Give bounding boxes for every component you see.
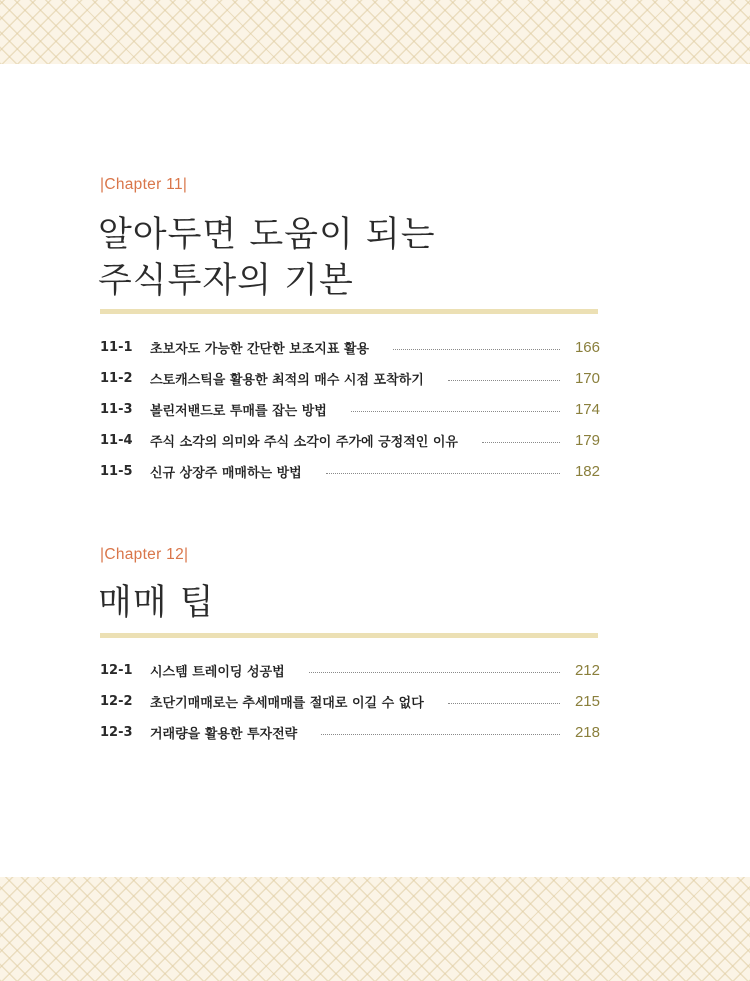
toc-entry-number: 12-3 bbox=[100, 725, 133, 740]
chapter-12-title-line-1: 매매 팁 bbox=[98, 583, 215, 623]
chapter-12-title bbox=[98, 580, 215, 626]
toc-entry-title: 볼린저밴드로 투매를 잡는 방법 bbox=[150, 404, 327, 419]
chapter-11-title-rule bbox=[100, 309, 598, 314]
decorative-pattern-band-bottom bbox=[0, 877, 750, 981]
toc-entry-11-5[interactable] bbox=[100, 456, 600, 487]
toc-entry-title: 스토캐스틱을 활용한 최적의 매수 시점 포착하기 bbox=[150, 373, 424, 388]
dot-leader bbox=[448, 703, 560, 704]
toc-entry-title: 거래량을 활용한 투자전략 bbox=[150, 727, 298, 742]
chapter-12-title-rule bbox=[100, 633, 598, 638]
toc-entry-12-2[interactable] bbox=[100, 686, 600, 717]
dot-leader bbox=[321, 734, 560, 735]
toc-entry-number: 11-2 bbox=[100, 371, 133, 386]
dot-leader bbox=[309, 672, 560, 673]
toc-entry-number: 11-5 bbox=[100, 464, 133, 479]
toc-entry-12-3[interactable] bbox=[100, 717, 600, 748]
toc-entry-page: 179 bbox=[574, 432, 600, 449]
toc-entry-title: 신규 상장주 매매하는 방법 bbox=[150, 466, 302, 481]
chapter-11-title bbox=[98, 212, 436, 304]
chapter-11-label: |Chapter 11| bbox=[100, 176, 188, 193]
toc-entry-11-3[interactable] bbox=[100, 394, 600, 425]
dot-leader bbox=[448, 380, 560, 381]
toc-entry-number: 11-4 bbox=[100, 433, 133, 448]
toc-entry-page: 212 bbox=[574, 662, 600, 679]
toc-entry-11-2[interactable] bbox=[100, 363, 600, 394]
dot-leader bbox=[351, 411, 560, 412]
chapter-11-toc-list bbox=[100, 332, 600, 487]
dot-leader bbox=[482, 442, 560, 443]
toc-entry-page: 218 bbox=[574, 724, 600, 741]
toc-entry-page: 170 bbox=[574, 370, 600, 387]
toc-entry-11-4[interactable] bbox=[100, 425, 600, 456]
toc-entry-page: 166 bbox=[574, 339, 600, 356]
toc-entry-page: 215 bbox=[574, 693, 600, 710]
chapter-11-title-line-1: 알아두면 도움이 되는 bbox=[98, 215, 436, 255]
toc-entry-title: 시스템 트레이딩 성공법 bbox=[150, 665, 285, 680]
dot-leader bbox=[393, 349, 560, 350]
chapter-11-title-line-2: 주식투자의 기본 bbox=[98, 261, 354, 301]
toc-entry-number: 12-2 bbox=[100, 694, 133, 709]
chapter-12-label: |Chapter 12| bbox=[100, 546, 189, 563]
toc-entry-11-1[interactable] bbox=[100, 332, 600, 363]
dot-leader bbox=[326, 473, 560, 474]
toc-entry-number: 11-3 bbox=[100, 402, 133, 417]
toc-entry-number: 12-1 bbox=[100, 663, 133, 678]
toc-entry-page: 182 bbox=[574, 463, 600, 480]
toc-entry-title: 초보자도 가능한 간단한 보조지표 활용 bbox=[150, 342, 370, 357]
chapter-12-toc-list bbox=[100, 655, 600, 748]
toc-entry-title: 주식 소각의 의미와 주식 소각이 주가에 긍정적인 이유 bbox=[150, 435, 458, 450]
toc-entry-12-1[interactable] bbox=[100, 655, 600, 686]
decorative-pattern-band-top bbox=[0, 0, 750, 64]
toc-entry-page: 174 bbox=[574, 401, 600, 418]
toc-entry-number: 11-1 bbox=[100, 340, 133, 355]
toc-entry-title: 초단기매매로는 추세매매를 절대로 이길 수 없다 bbox=[150, 696, 424, 711]
